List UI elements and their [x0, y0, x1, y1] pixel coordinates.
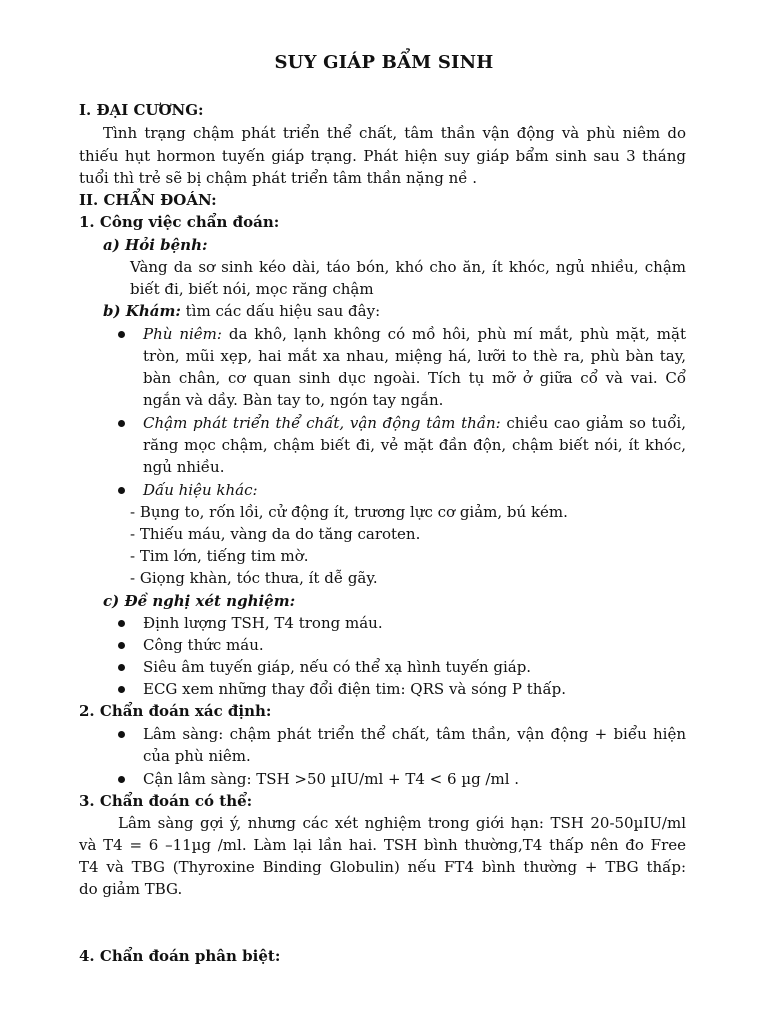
subsection-heading-co-the: 3. Chẩn đoán có thể:	[79, 792, 253, 810]
bullet-icon	[118, 731, 125, 738]
bullet-icon	[118, 620, 125, 627]
co-the-line: Lâm sàng gợi ý, nhưng các xét nghiệm trong giới hạn: TSH 20-50µIU/ml	[118, 814, 686, 832]
xet-nghiem-label: c) Đề nghị xét nghiệm:	[103, 592, 296, 610]
bullet-icon	[118, 420, 125, 427]
xet-nghiem-item: Siêu âm tuyến giáp, nếu có thể xạ hình tuyến giáp.	[143, 658, 532, 676]
dau-hieu-khac-item: - Tim lớn, tiếng tim mờ.	[130, 547, 309, 565]
hoi-benh-line: biết đi, biết nói, mọc răng chậm	[130, 280, 374, 298]
subsection-heading-cong-viec: 1. Công việc chẩn đoán:	[79, 213, 280, 231]
cham-phat-trien-line: ngủ nhiều.	[143, 458, 225, 476]
bullet-icon	[118, 487, 125, 494]
xet-nghiem-item: Công thức máu.	[143, 636, 264, 654]
cham-phat-trien-text: chiều cao giảm so tuổi,	[500, 414, 686, 432]
phu-niem-line	[143, 324, 686, 344]
section-heading-dai-cuong: I. ĐẠI CƯƠNG:	[79, 101, 204, 119]
subsection-heading-phan-biet: 4. Chẩn đoán phân biệt:	[79, 947, 281, 965]
xet-nghiem-item: ECG xem những thay đổi điện tim: QRS và sóng P thấp.	[143, 680, 567, 698]
hoi-benh-line: Vàng da sơ sinh kéo dài, táo bón, khó cho ăn, ít khóc, ngủ nhiều, chậm	[130, 258, 686, 276]
cham-phat-trien-label: Chậm phát triển thể chất, vận động tâm thần:	[143, 414, 501, 432]
co-the-line: T4 và TBG (Thyroxine Binding Globulin) nếu FT4 bình thường + TBG thấp:	[79, 858, 686, 876]
xac-dinh-line: của phù niêm.	[143, 747, 251, 765]
cham-phat-trien-line	[143, 413, 686, 433]
hoi-benh-label: a) Hỏi bệnh:	[103, 236, 208, 254]
dau-hieu-khac-item: - Thiếu máu, vàng da do tăng caroten.	[130, 525, 421, 543]
dau-hieu-khac-label: Dấu hiệu khác:	[143, 481, 258, 499]
phu-niem-line: tròn, mũi xẹp, hai mắt xa nhau, miệng há, lưỡi to thè ra, phù bàn tay,	[143, 347, 686, 365]
bullet-icon	[118, 776, 125, 783]
kham-label: b) Khám:	[103, 302, 181, 320]
phu-niem-line: ngắn và dầy. Bàn tay to, ngón tay ngắn.	[143, 391, 444, 409]
bullet-icon	[118, 664, 125, 671]
bullet-icon	[118, 331, 125, 338]
dau-hieu-khac-item: - Giọng khàn, tóc thưa, ít dễ gãy.	[130, 569, 378, 587]
kham-line	[103, 301, 380, 321]
xac-dinh-line: Cận lâm sàng: TSH >50 µIU/ml + T4 < 6 µg /ml .	[143, 770, 520, 788]
bullet-icon	[118, 642, 125, 649]
xet-nghiem-item: Định lượng TSH, T4 trong máu.	[143, 614, 383, 632]
cham-phat-trien-line: răng mọc chậm, chậm biết đi, vẻ mặt đần độn, chậm biết nói, ít khóc,	[143, 436, 686, 454]
paragraph-line: tuổi thì trẻ sẽ bị chậm phát triển tâm thần nặng nề .	[79, 169, 478, 187]
subsection-heading-xac-dinh: 2. Chẩn đoán xác định:	[79, 702, 272, 720]
phu-niem-text: da khô, lạnh không có mồ hôi, phù mí mắt, phù mặt, mặt	[221, 325, 686, 343]
bullet-icon	[118, 686, 125, 693]
paragraph-line: thiếu hụt hormon tuyến giáp trạng. Phát hiện suy giáp bẩm sinh sau 3 tháng	[79, 147, 686, 165]
co-the-line: và T4 = 6 –11µg /ml. Làm lại lần hai. TSH bình thường,T4 thấp nên đo Free	[79, 836, 686, 854]
paragraph-line: Tình trạng chậm phát triển thể chất, tâm thần vận động và phù niêm do	[103, 124, 686, 142]
kham-text: tìm các dấu hiệu sau đây:	[180, 302, 381, 320]
page-title: SUY GIÁP BẨM SINH	[274, 52, 494, 73]
phu-niem-label: Phù niêm:	[143, 325, 222, 343]
dau-hieu-khac-item: - Bụng to, rốn lồi, cử động ít, trương lực cơ giảm, bú kém.	[130, 503, 568, 521]
xac-dinh-line: Lâm sàng: chậm phát triển thể chất, tâm thần, vận động + biểu hiện	[143, 725, 686, 743]
section-heading-chan-doan: II. CHẨN ĐOÁN:	[79, 191, 217, 209]
phu-niem-line: bàn chân, cơ quan sinh dục ngoài. Tích tụ mỡ ở giữa cổ và vai. Cổ	[143, 369, 686, 387]
co-the-line: do giảm TBG.	[79, 880, 183, 898]
